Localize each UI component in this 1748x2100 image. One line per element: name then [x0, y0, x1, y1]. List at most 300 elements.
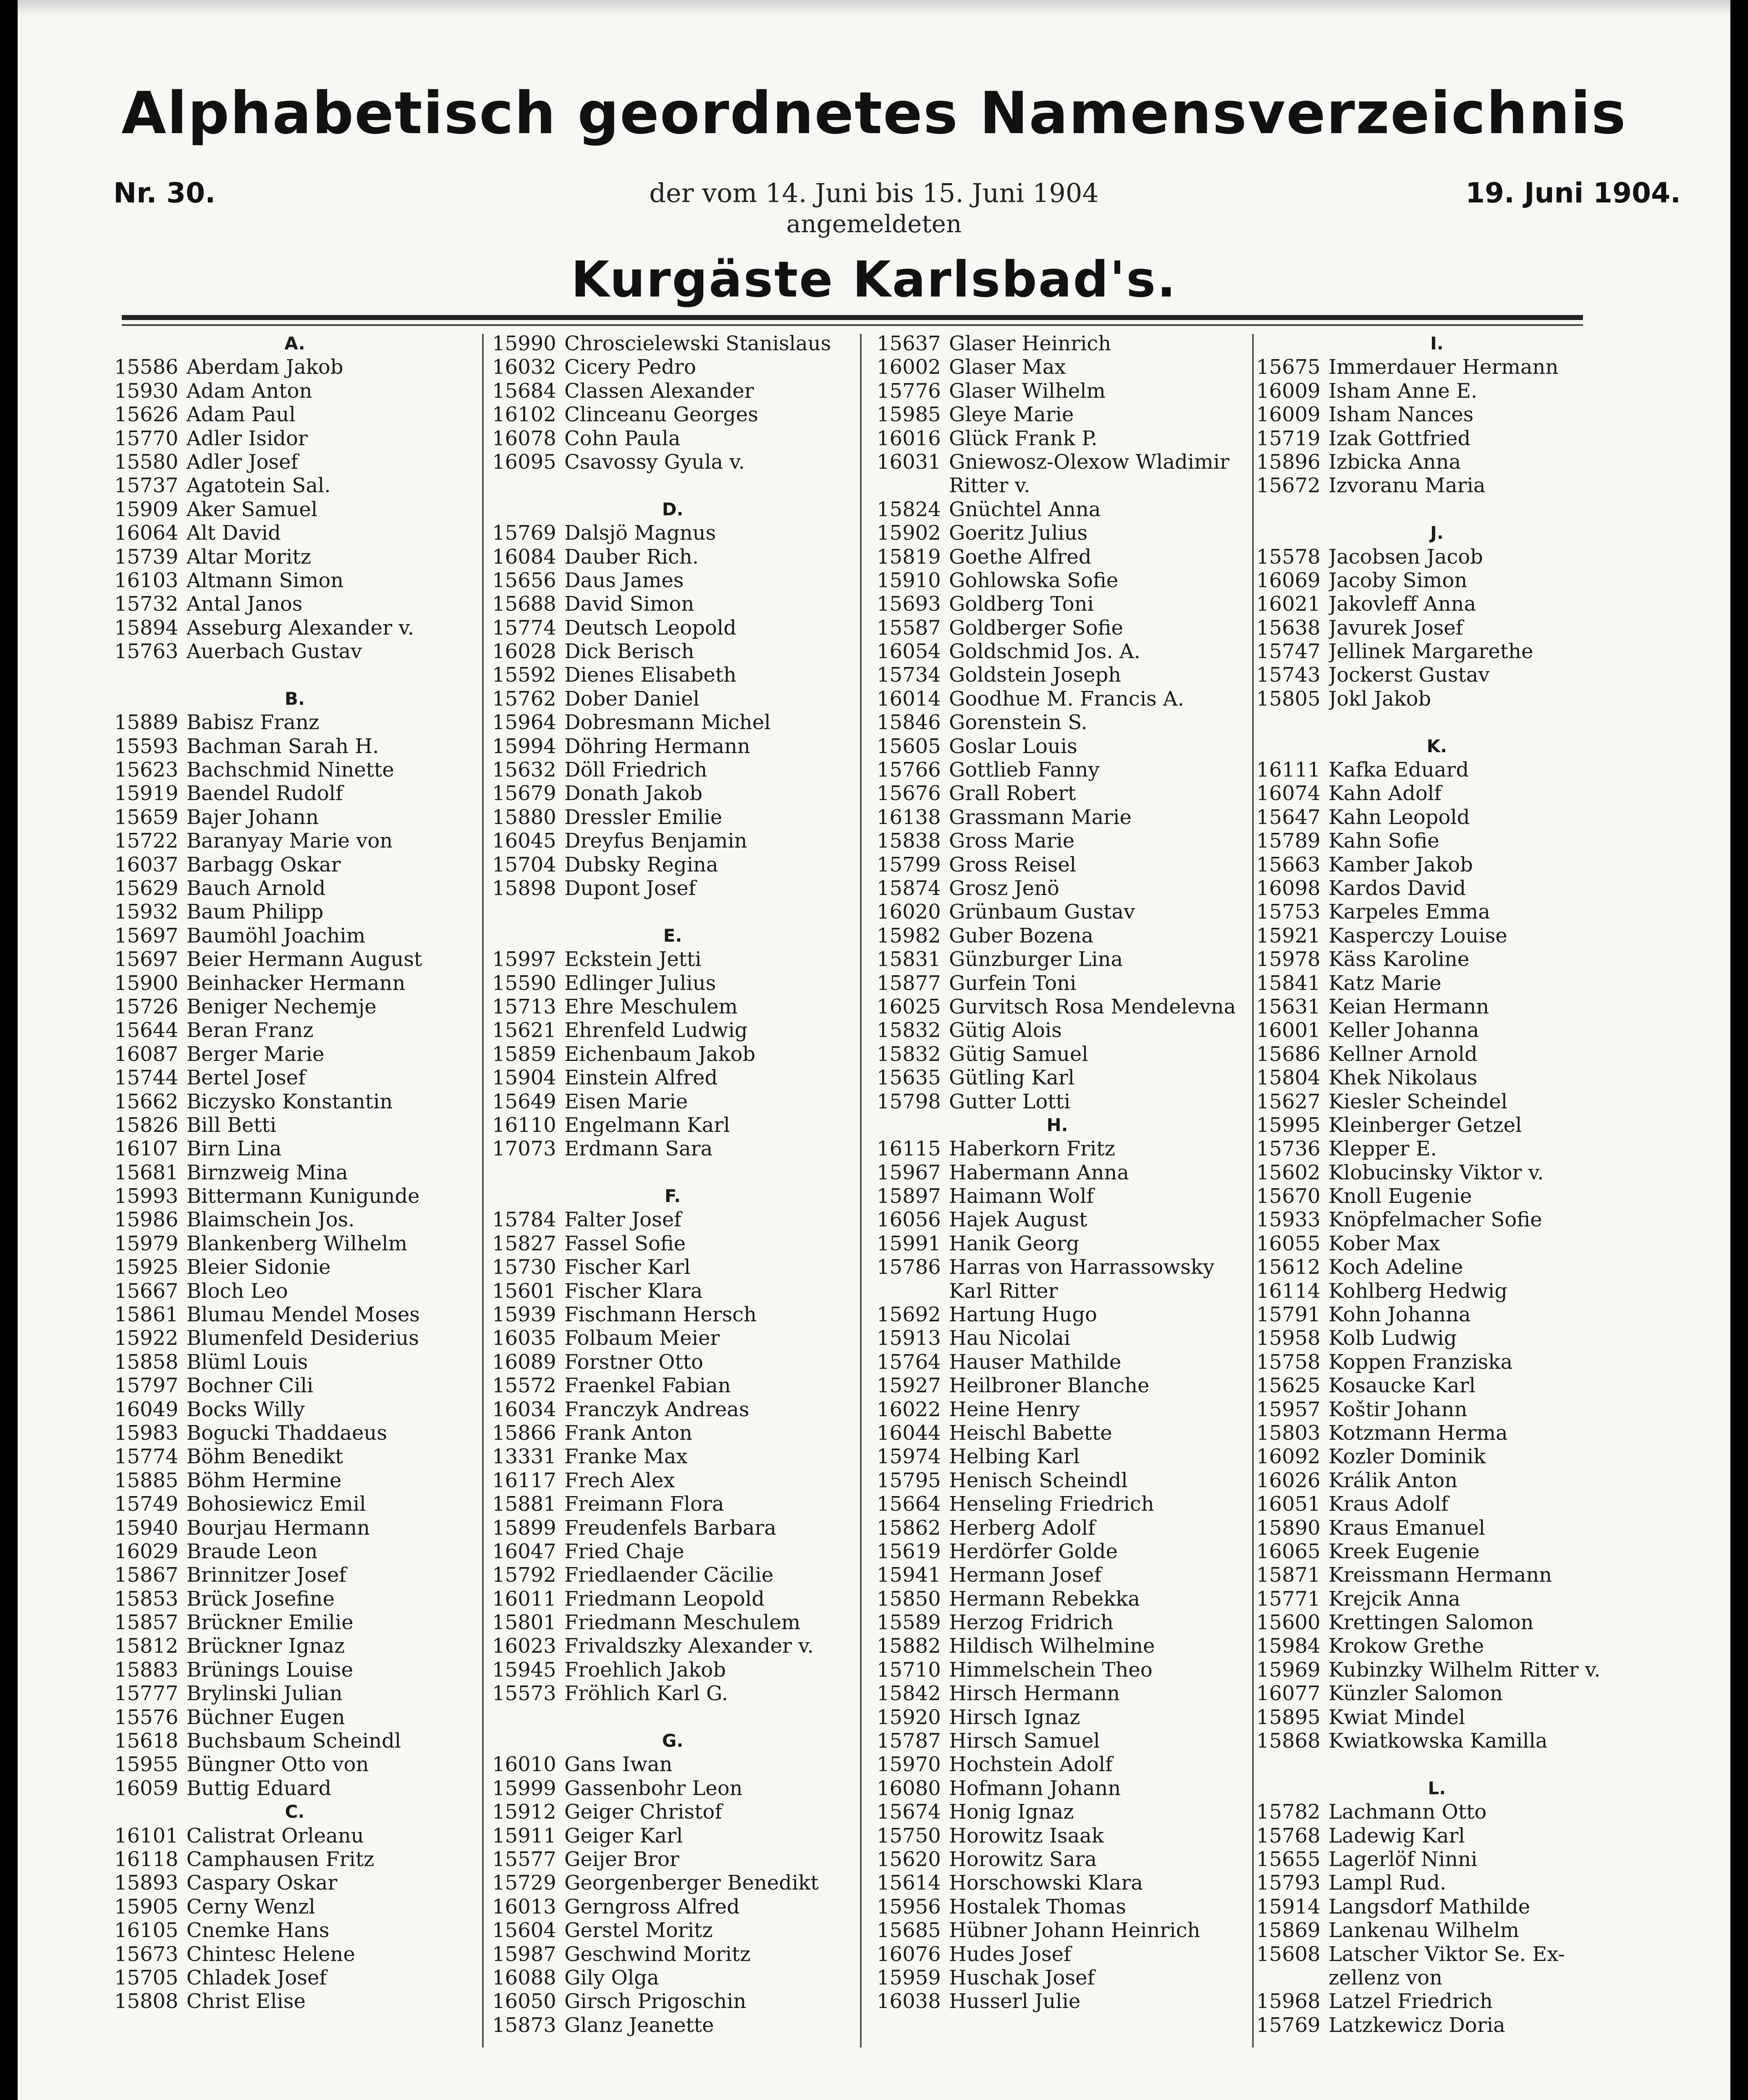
list-item	[1256, 1113, 1617, 1137]
letter-heading: C.	[285, 1801, 305, 1822]
list-item	[877, 1161, 1238, 1184]
entry-name: Jellinek Margarethe	[1329, 640, 1533, 664]
list-item	[114, 1729, 475, 1753]
list-item	[492, 829, 853, 853]
entry-name: Koch Adeline	[1329, 1255, 1463, 1279]
list-item	[1256, 1445, 1617, 1468]
entry-number: 16020	[877, 900, 941, 924]
entry-name: Jokl Jakob	[1329, 687, 1431, 711]
entry-number: 15805	[1256, 687, 1321, 711]
entry-name: Gerngross Alfred	[564, 1895, 740, 1919]
entry-number: 15873	[492, 2013, 556, 2037]
entry-number: 15933	[1256, 1208, 1321, 1232]
entry-name: Friedmann Meschulem	[564, 1611, 801, 1635]
entry-name: Latscher Viktor Se. Ex-	[1329, 1942, 1565, 1966]
list-item	[1256, 569, 1617, 592]
list-item	[877, 1895, 1238, 1919]
entry-name: Alt David	[186, 521, 281, 545]
entry-name: Adler Isidor	[186, 426, 308, 450]
list-item	[1256, 1706, 1617, 1729]
list-item	[1256, 782, 1617, 805]
entry-name: Hudes Josef	[949, 1942, 1071, 1966]
entry-name: Huschak Josef	[949, 1966, 1095, 1990]
entry-name: Grosz Jenö	[949, 876, 1059, 900]
entry-number: 16025	[877, 995, 941, 1018]
entry-number: 15743	[1256, 663, 1321, 687]
list-item	[492, 1421, 853, 1445]
entry-number: 16105	[114, 1919, 178, 1942]
entry-number: 15704	[492, 853, 556, 877]
list-item	[1256, 806, 1617, 829]
entry-name: Heine Henry	[949, 1397, 1080, 1421]
entry-name: Klobucinsky Viktor v.	[1329, 1160, 1544, 1184]
entry-name: Glaser Heinrich	[949, 332, 1111, 355]
list-item	[1256, 1042, 1617, 1066]
list-item	[114, 1942, 475, 1966]
entry-number: 15685	[877, 1919, 941, 1942]
list-item	[492, 640, 853, 663]
entry-name: Goodhue M. Francis A.	[949, 687, 1184, 711]
entry-number: 15672	[1256, 474, 1321, 498]
entry-number: 15791	[1256, 1303, 1321, 1327]
entry-number: 15782	[1256, 1800, 1321, 1824]
list-item	[1256, 640, 1617, 663]
entry-number: 15827	[492, 1231, 556, 1255]
list-item	[492, 1563, 853, 1587]
entry-number: 16035	[492, 1326, 556, 1350]
entry-number: 15644	[114, 1018, 178, 1042]
list-item	[877, 1611, 1238, 1634]
entry-number: 16038	[877, 1990, 941, 2013]
entry-name: Hermann Josef	[949, 1563, 1102, 1587]
list-item	[114, 616, 475, 640]
entry-name: Habermann Anna	[949, 1160, 1129, 1184]
list-item	[1256, 900, 1617, 924]
entry-name: Georgenberger Benedikt	[564, 1871, 819, 1895]
entry-number: 15846	[877, 711, 941, 735]
list-item	[114, 1634, 475, 1658]
list-item	[492, 1398, 853, 1421]
entry-name: Javurek Josef	[1329, 616, 1463, 640]
entry-number: 15679	[492, 782, 556, 806]
list-item	[492, 1871, 853, 1895]
entry-number: 15927	[877, 1374, 941, 1398]
entry-number: 16111	[1256, 758, 1321, 782]
list-item	[1256, 1018, 1617, 1042]
list-item	[877, 1303, 1238, 1326]
entry-name: Isham Anne E.	[1329, 379, 1478, 403]
entry-name: Goeritz Julius	[949, 521, 1088, 545]
entry-number: 15586	[114, 355, 178, 379]
entry-number: 15664	[877, 1492, 941, 1516]
entry-number: 15985	[877, 403, 941, 427]
list-item	[877, 948, 1238, 971]
list-item	[1256, 1492, 1617, 1516]
entry-number: 16092	[1256, 1445, 1321, 1469]
entry-name: Hübner Johann Heinrich	[949, 1919, 1200, 1942]
list-item	[114, 829, 475, 853]
list-item	[1256, 427, 1617, 450]
entry-number: 15619	[877, 1539, 941, 1563]
entry-name: Blumenfeld Desiderius	[186, 1326, 419, 1350]
entry-number: 15620	[877, 1848, 941, 1871]
list-item	[1256, 1516, 1617, 1540]
list-item	[492, 1990, 853, 2013]
entry-number: 16103	[114, 568, 178, 592]
list-item	[114, 1824, 475, 1848]
list-item	[877, 1208, 1238, 1231]
letter-heading: L.	[1428, 1777, 1446, 1798]
list-item	[114, 1469, 475, 1492]
entry-name: Baendel Rudolf	[186, 782, 343, 806]
list-item	[492, 1516, 853, 1540]
list-item	[492, 663, 853, 687]
spacer	[492, 1161, 853, 1184]
entry-name: Keller Johanna	[1329, 1018, 1479, 1042]
entry-number: 15722	[114, 829, 178, 853]
entry-name: Glaser Wilhelm	[949, 379, 1106, 403]
list-item	[114, 1848, 475, 1871]
entry-number: 15693	[877, 592, 941, 616]
list-item	[114, 1445, 475, 1468]
entry-name: Girsch Prigoschin	[564, 1990, 747, 2013]
list-item	[877, 663, 1238, 687]
entry-name: Brünings Louise	[186, 1658, 354, 1682]
entry-name: Adam Paul	[186, 403, 296, 427]
entry-number: 16078	[492, 426, 556, 450]
list-item	[114, 711, 475, 734]
entry-name: Kosaucke Karl	[1329, 1374, 1476, 1398]
entry-name: Engelmann Karl	[564, 1113, 730, 1137]
entry-name: Grassmann Marie	[949, 805, 1132, 829]
entry-number: 16118	[114, 1848, 178, 1871]
entry-number: 15593	[114, 734, 178, 758]
entry-number: 16101	[114, 1824, 178, 1848]
list-item	[877, 1421, 1238, 1445]
list-item	[1256, 971, 1617, 995]
entry-number: 15637	[877, 332, 941, 355]
entry-name: Henseling Friedrich	[949, 1492, 1154, 1516]
entry-name: Chintesc Helene	[186, 1942, 355, 1966]
list-item	[492, 971, 853, 995]
list-item	[114, 569, 475, 592]
entry-name: Frank Anton	[564, 1421, 692, 1445]
list-item	[1256, 1208, 1617, 1231]
entry-name: Beniger Nechemje	[186, 995, 377, 1018]
entry-number: 16054	[877, 640, 941, 664]
entry-name: Blüml Louis	[186, 1350, 308, 1374]
entry-name-continued: zellenz von	[1329, 1966, 1443, 1990]
list-item	[877, 806, 1238, 829]
entry-number: 15784	[492, 1208, 556, 1232]
entry-name: Keian Hermann	[1329, 995, 1489, 1018]
entry-number: 16114	[1256, 1279, 1321, 1303]
list-item	[877, 1516, 1238, 1540]
name-column-2	[492, 332, 853, 2037]
list-item	[114, 403, 475, 426]
entry-name: Helbing Karl	[949, 1445, 1080, 1469]
entry-name: Gross Reisel	[949, 853, 1076, 877]
entry-name: Kohn Johanna	[1329, 1303, 1471, 1327]
list-item	[1256, 1540, 1617, 1563]
entry-number: 17073	[492, 1137, 556, 1161]
list-item	[1256, 829, 1617, 853]
entry-name: Bleier Sidonie	[186, 1255, 331, 1279]
list-item	[492, 592, 853, 616]
entry-number: 15638	[1256, 616, 1321, 640]
list-item	[1256, 1255, 1617, 1279]
entry-name: Daus James	[564, 568, 684, 592]
entry-number: 15753	[1256, 900, 1321, 924]
list-item	[877, 1563, 1238, 1587]
entry-number: 16077	[1256, 1682, 1321, 1706]
entry-number: 15786	[877, 1255, 941, 1279]
list-item	[877, 687, 1238, 711]
entry-name: Altmann Simon	[186, 568, 344, 592]
entry-number	[1256, 1966, 1329, 1990]
list-item	[492, 1018, 853, 1042]
issue-number: Nr. 30.	[113, 177, 216, 209]
list-item	[1256, 1848, 1617, 1871]
entry-number: 15608	[1256, 1942, 1321, 1966]
entry-number: 15819	[877, 545, 941, 569]
entry-number: 15719	[1256, 426, 1321, 450]
entry-name: Kotzmann Herma	[1329, 1421, 1508, 1445]
entry-name: Geijer Bror	[564, 1848, 679, 1871]
entry-name: Gassenbohr Leon	[564, 1776, 743, 1800]
list-item	[877, 900, 1238, 924]
list-item	[492, 1445, 853, 1468]
entry-name: Kraus Emanuel	[1329, 1516, 1485, 1540]
list-item	[1256, 1326, 1617, 1350]
list-item	[877, 1848, 1238, 1871]
list-item	[877, 1587, 1238, 1611]
list-item	[1256, 1137, 1617, 1160]
list-item	[877, 1374, 1238, 1397]
entry-name: Kardos David	[1329, 876, 1466, 900]
entry-name: Latzel Friedrich	[1329, 1990, 1493, 2013]
entry-number: 15744	[114, 1066, 178, 1090]
entry-number: 15867	[114, 1563, 178, 1587]
entry-name: Eichenbaum Jakob	[564, 1042, 756, 1066]
entry-number: 15910	[877, 568, 941, 592]
entry-name: Freimann Flora	[564, 1492, 724, 1516]
entry-name: Krejcik Anna	[1329, 1587, 1460, 1611]
list-item	[877, 592, 1238, 616]
entry-number: 16023	[492, 1634, 556, 1658]
column-divider	[860, 334, 862, 2048]
entry-number: 15605	[877, 734, 941, 758]
list-item	[877, 1326, 1238, 1350]
list-item	[492, 1326, 853, 1350]
entry-number: 15776	[877, 379, 941, 403]
entry-number: 15832	[877, 1042, 941, 1066]
entry-number: 15777	[114, 1682, 178, 1706]
spacer	[492, 1706, 853, 1729]
list-item	[492, 1800, 853, 1824]
entry-name: Katz Marie	[1329, 971, 1441, 995]
entry-name-continued: Karl Ritter	[949, 1279, 1058, 1303]
entry-name: Horschowski Klara	[949, 1871, 1143, 1895]
list-item	[877, 782, 1238, 805]
list-item	[492, 1208, 853, 1231]
entry-number: 15764	[877, 1350, 941, 1374]
list-item	[877, 1658, 1238, 1682]
entry-name: Gross Marie	[949, 829, 1075, 853]
list-item	[492, 1777, 853, 1800]
entry-name: Glaser Max	[949, 355, 1066, 379]
list-item	[114, 1919, 475, 1942]
list-item	[114, 806, 475, 829]
list-item	[114, 971, 475, 995]
list-item	[114, 1279, 475, 1303]
entry-number: 15713	[492, 995, 556, 1018]
entry-number: 15762	[492, 687, 556, 711]
entry-number: 15911	[492, 1824, 556, 1848]
entry-number: 16031	[877, 450, 941, 474]
entry-number: 15925	[114, 1255, 178, 1279]
entry-number: 15592	[492, 663, 556, 687]
entry-name: Fröhlich Karl G.	[564, 1682, 728, 1706]
list-item	[114, 1208, 475, 1231]
entry-name: Hajek August	[949, 1208, 1088, 1232]
entry-name: Knoll Eugenie	[1329, 1184, 1472, 1208]
list-item	[1256, 663, 1617, 687]
list-item	[492, 569, 853, 592]
entry-number: 15600	[1256, 1611, 1321, 1635]
entry-name: Latzkewicz Doria	[1329, 2013, 1505, 2037]
entry-number: 15747	[1256, 640, 1321, 664]
entry-name: Adler Josef	[186, 450, 299, 474]
entry-name: Beran Franz	[186, 1018, 314, 1042]
entry-name: Hirsch Ignaz	[949, 1705, 1080, 1729]
entry-number: 15945	[492, 1658, 556, 1682]
list-item	[1256, 2013, 1617, 2037]
entry-number: 15631	[1256, 995, 1321, 1018]
entry-number: 15572	[492, 1374, 556, 1398]
entry-number: 15987	[492, 1942, 556, 1966]
entry-number: 15857	[114, 1611, 178, 1635]
list-item	[114, 1350, 475, 1374]
entry-number: 15882	[877, 1634, 941, 1658]
entry-name: Langsdorf Mathilde	[1329, 1895, 1530, 1919]
entry-name: Izbicka Anna	[1329, 450, 1461, 474]
list-item	[492, 1090, 853, 1113]
list-item	[1256, 1303, 1617, 1326]
list-item	[1256, 355, 1617, 379]
list-item	[114, 1090, 475, 1113]
entry-name: Dalsjö Magnus	[564, 521, 716, 545]
entry-name: Freudenfels Barbara	[564, 1516, 776, 1540]
entry-number: 16074	[1256, 782, 1321, 806]
entry-number: 13331	[492, 1445, 556, 1469]
entry-name: Classen Alexander	[564, 379, 754, 403]
entry-name: Günzburger Lina	[949, 948, 1123, 971]
list-item	[114, 1777, 475, 1800]
entry-name: Erdmann Sara	[564, 1137, 713, 1161]
entry-number: 16011	[492, 1587, 556, 1611]
entry-name: Döhring Hermann	[564, 734, 750, 758]
entry-number: 15861	[114, 1303, 178, 1327]
list-item	[1256, 1374, 1617, 1397]
entry-number: 15804	[1256, 1066, 1321, 1090]
entry-name: Kahn Sofie	[1329, 829, 1439, 853]
entry-name: Goethe Alfred	[949, 545, 1092, 569]
list-item	[1256, 1611, 1617, 1634]
list-item	[114, 450, 475, 474]
list-item	[492, 1469, 853, 1492]
entry-number: 15994	[492, 734, 556, 758]
entry-number: 15793	[1256, 1871, 1321, 1895]
entry-number: 15670	[1256, 1184, 1321, 1208]
list-item	[114, 1137, 475, 1160]
entry-number: 15890	[1256, 1516, 1321, 1540]
entry-number: 16044	[877, 1421, 941, 1445]
list-item	[877, 1634, 1238, 1658]
entry-number: 15774	[492, 616, 556, 640]
entry-name: Böhm Hermine	[186, 1468, 342, 1492]
entry-number: 15983	[114, 1421, 178, 1445]
entry-name: Hofmann Johann	[949, 1776, 1121, 1800]
entry-number: 15967	[877, 1160, 941, 1184]
entry-number: 15768	[1256, 1824, 1321, 1848]
list-item	[1256, 616, 1617, 640]
list-item	[1256, 1090, 1617, 1113]
entry-number: 16102	[492, 403, 556, 427]
entry-name: Hostalek Thomas	[949, 1895, 1126, 1919]
entry-number: 15871	[1256, 1563, 1321, 1587]
list-item	[492, 1255, 853, 1279]
entry-name: Gily Olga	[564, 1966, 659, 1990]
entry-number	[877, 474, 949, 497]
list-item	[114, 1184, 475, 1208]
entry-name: Jacobsen Jacob	[1329, 545, 1483, 569]
entry-number: 15573	[492, 1682, 556, 1706]
entry-number: 15797	[114, 1374, 178, 1398]
entry-number: 16095	[492, 450, 556, 474]
list-item	[1256, 1990, 1617, 2013]
entry-name: Donath Jakob	[564, 782, 702, 806]
entry-number: 15662	[114, 1089, 178, 1113]
entry-number: 15627	[1256, 1089, 1321, 1113]
entry-name: Isham Nances	[1329, 403, 1474, 427]
entry-number: 15841	[1256, 971, 1321, 995]
entry-name: Birnzweig Mina	[186, 1160, 348, 1184]
entry-name: Agatotein Sal.	[186, 474, 331, 498]
entry-number: 15647	[1256, 805, 1321, 829]
entry-name: Kasperczy Louise	[1329, 924, 1507, 948]
entry-number: 15626	[114, 403, 178, 427]
list-item	[877, 332, 1238, 355]
list-item	[114, 877, 475, 900]
entry-name: Geschwind Moritz	[564, 1942, 751, 1966]
entry-number: 15913	[877, 1326, 941, 1350]
entry-name: Hauser Mathilde	[949, 1350, 1122, 1374]
list-item	[877, 1682, 1238, 1705]
entry-number: 15838	[877, 829, 941, 853]
entry-name: Knöpfelmacher Sofie	[1329, 1208, 1542, 1232]
entry-name: Büchner Eugen	[186, 1705, 345, 1729]
entry-name: Hanik Georg	[949, 1231, 1080, 1255]
entry-name: Kamber Jakob	[1329, 853, 1473, 877]
entry-number: 15578	[1256, 545, 1321, 569]
publication-date: 19. Juni 1904.	[1465, 177, 1681, 209]
entry-number: 15635	[877, 1066, 941, 1090]
entry-number: 15686	[1256, 1042, 1321, 1066]
entry-number: 15763	[114, 640, 178, 664]
list-item	[877, 569, 1238, 592]
entry-name: Harras von Harrassowsky	[949, 1255, 1215, 1279]
